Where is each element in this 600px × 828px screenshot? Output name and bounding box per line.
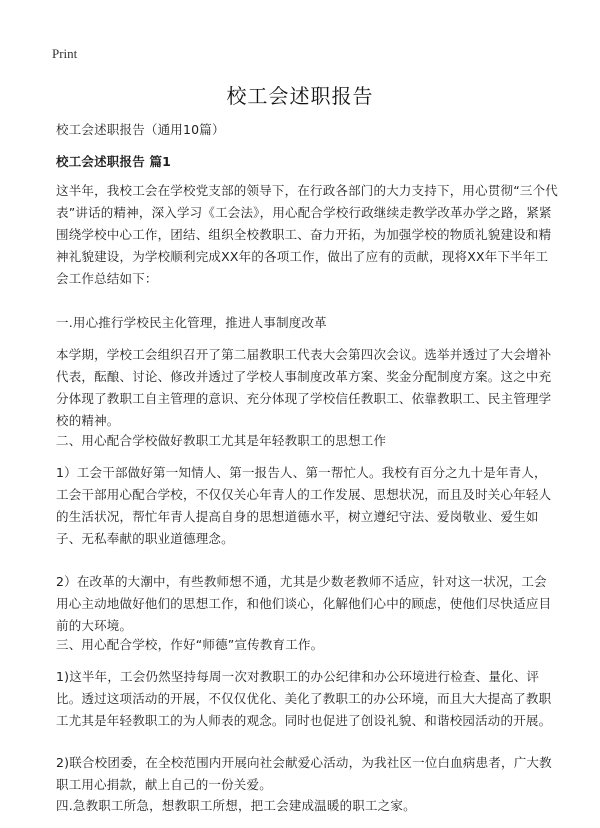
paragraph-three-b: 2)联合校团委，在全校范围内开展向社会献爱心活动，为我社区一位白血病患者，广大教职工用心捐款，献上自己的一份关爱。 <box>56 755 552 792</box>
paragraph-three-a: 1)这半年，工会仍然坚持每周一次对教职工的办公纪律和办公环境进行检查、量化、评比。透过这项活动的开展，不仅仅优化、美化了教职工的办公环境，而且大大提高了教职工尤其是年轻教职工的为人师表的观念。同时也促进了创设礼貌、和谐校园活动的开展。 <box>56 669 552 728</box>
paragraph-two-a: 1）工会干部做好第一知情人、第一报告人、第一帮忙人。我校有百分之九十是年青人，工会干部用心配合学校，不仅仅关心年青人的工作发展、思想状况，而且及时关心年轻人的生活状况，帮忙年青人提高自身的思想道德水平，树立遵纪守法、爱岗敬业、爱生如子、无私奉献的职业道德理念。 <box>56 465 552 546</box>
section-heading: 校工会述职报告 篇1 <box>56 154 172 169</box>
paragraph-one: 本学期，学校工会组织召开了第二届教职工代表大会第四次会议。选举并透过了大会增补代表，酝酿、讨论、修改并透过了学校人事制度改革方案、奖金分配制度方案。这之中充分体现了教职工自主管理的意识、充分体现了学校信任教职工、依靠教职工、民主管理学校的精神。 <box>56 347 552 428</box>
heading-three: 三、用心配合学校，作好“师德”宣传教育工作。 <box>56 637 324 652</box>
print-label[interactable]: Print <box>52 46 78 61</box>
document-title: 校工会述职报告 <box>226 84 374 108</box>
paragraph-two-b: 2）在改革的大潮中，有些教师想不通，尤其是少数老教师不适应，针对这一状况，工会用心主动地做好他们的思想工作，和他们谈心，化解他们心中的顾虑，使他们尽快适应目前的大环境。 <box>56 574 552 633</box>
heading-four: 四.急教职工所急，想教职工所想，把工会建成温暖的职工之家。 <box>56 798 416 813</box>
heading-two: 二、用心配合学校做好教职工尤其是年轻教职工的思想工作 <box>56 433 387 448</box>
paragraph-intro: 这半年，我校工会在学校党支部的领导下，在行政各部门的大力支持下，用心贯彻“三个代表”讲话的精神，深入学习《工会法》，用心配合学校行政继续走教学改革办学之路，紧紧围绕学校中心工作，团结、组织全校教职工、奋力开拓，为加强学校的物质礼貌建设和精神礼貌建设，为学校顺利完成XX年的各项工作，做出了应有的贡献，现将XX年下半年工会工作总结如下： <box>56 183 558 286</box>
document-subtitle: 校工会述职报告（通用10篇） <box>56 122 225 137</box>
heading-one: 一.用心推行学校民主化管理，推进人事制度改革 <box>56 315 327 330</box>
